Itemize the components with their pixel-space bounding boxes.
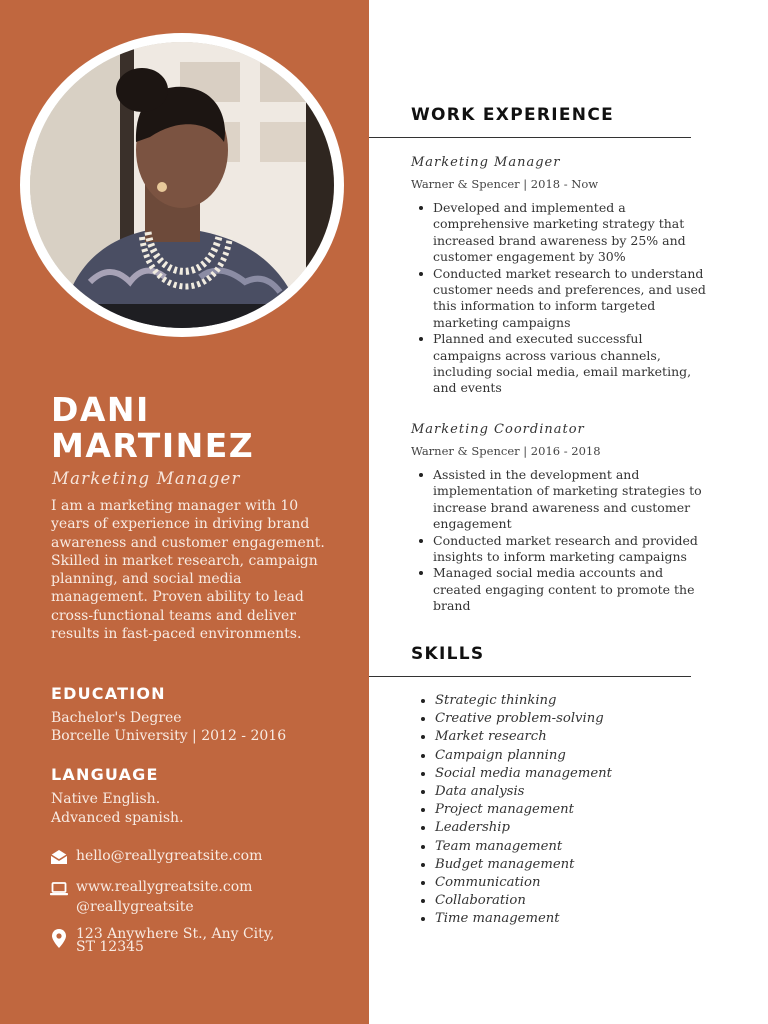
address-line-1: 123 Anywhere St., Any City,: [76, 926, 275, 942]
last-name: MARTINEZ: [51, 426, 255, 465]
map-pin-icon: [49, 928, 69, 948]
skill-item: Campaign planning: [435, 747, 710, 765]
profile-photo: [30, 42, 334, 328]
work-experience-heading: WORK EXPERIENCE: [411, 105, 615, 125]
list-item: Planned and executed successful campaigns across various channels, including social media, email marketing, and events: [433, 331, 708, 397]
first-name: DANI: [51, 390, 150, 429]
contact-email[interactable]: hello@reallygreatsite.com: [76, 848, 263, 864]
job-2-bullets: [433, 467, 708, 615]
list-item: Conducted market research to understand customer needs and preferences, and used this information to inform targeted marketing campaigns: [433, 266, 708, 332]
job-1-bullets: [433, 200, 708, 397]
skill-item: Time management: [435, 910, 710, 928]
profile-photo-illustration: [30, 42, 334, 328]
skill-item: Leadership: [435, 819, 710, 837]
contact-address: [76, 928, 274, 954]
education-school: Borcelle University | 2012 - 2016: [51, 728, 287, 744]
work-experience-divider: [369, 137, 691, 138]
skill-item: Social media management: [435, 765, 710, 783]
skill-item: Data analysis: [435, 783, 710, 801]
skill-item: Team management: [435, 838, 710, 856]
envelope-icon: [49, 847, 69, 867]
contact-website[interactable]: www.reallygreatsite.com: [76, 879, 253, 895]
skill-item: Market research: [435, 728, 710, 746]
skill-item: Creative problem-solving: [435, 710, 710, 728]
education-heading: EDUCATION: [51, 684, 166, 703]
skills-divider: [369, 676, 691, 677]
skills-list: [435, 692, 710, 929]
job-2-meta: Warner & Spencer | 2016 - 2018: [411, 444, 601, 458]
education-degree: Bachelor's Degree: [51, 710, 182, 726]
language-heading: LANGUAGE: [51, 765, 159, 784]
skill-item: Communication: [435, 874, 710, 892]
job-1-meta: Warner & Spencer | 2018 - Now: [411, 177, 599, 191]
laptop-icon: [49, 879, 69, 899]
list-item: Assisted in the development and implementation of marketing strategies to increase brand awareness and customer engagement: [433, 467, 708, 533]
contact-handle[interactable]: @reallygreatsite: [76, 899, 194, 915]
job-2-title: Marketing Coordinator: [411, 422, 585, 437]
skill-item: Strategic thinking: [435, 692, 710, 710]
sidebar: [0, 0, 369, 1024]
full-name: [51, 392, 351, 464]
address-line-2: ST 12345: [76, 939, 144, 955]
list-item: Managed social media accounts and created engaging content to promote the brand: [433, 565, 708, 614]
skill-item: Budget management: [435, 856, 710, 874]
skills-heading: SKILLS: [411, 644, 485, 664]
profile-summary: I am a marketing manager with 10 years of experience in driving brand awareness and customer engagement. Skilled in market research, campaign planning, and social media management. Proven ability to lead cross-functional teams and deliver results in fast-paced environments.: [51, 498, 325, 643]
skill-item: Collaboration: [435, 892, 710, 910]
list-item: Developed and implemented a comprehensive marketing strategy that increased brand awareness by 25% and customer engagement by 30%: [433, 200, 708, 266]
language-advanced: Advanced spanish.: [51, 810, 184, 826]
list-item: Conducted market research and provided insights to inform marketing campaigns: [433, 533, 708, 566]
job-role: Marketing Manager: [52, 469, 241, 488]
skill-item: Project management: [435, 801, 710, 819]
language-native: Native English.: [51, 791, 161, 807]
job-1-title: Marketing Manager: [411, 155, 561, 170]
